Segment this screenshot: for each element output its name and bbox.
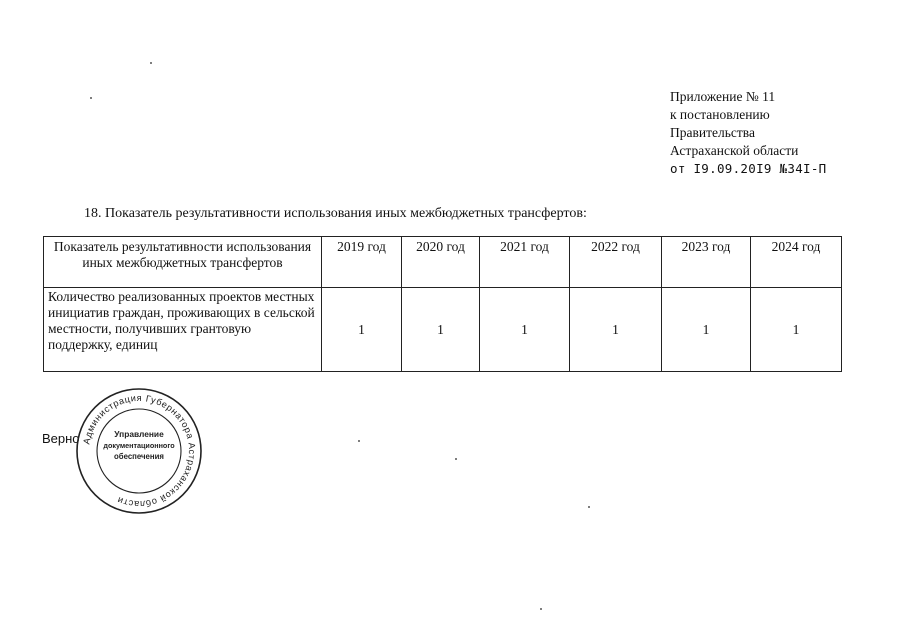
header-indicator: Показатель результативности использования иных межбюджетных трансфертов	[44, 237, 322, 288]
scan-speck	[90, 97, 92, 99]
stamp-center-line-2: документационного	[103, 441, 175, 450]
stamp-inner-ring	[97, 409, 181, 493]
section-heading: 18. Показатель результативности использования иных межбюджетных трансфертов:	[84, 206, 587, 221]
scan-speck	[358, 440, 360, 442]
certification-label: Верно	[42, 431, 80, 446]
stamp-center-line-3: обеспечения	[114, 452, 164, 461]
stamp-ring-text: Администрация Губернатора Астраханской области	[81, 392, 198, 510]
scan-speck	[588, 506, 590, 508]
scan-speck	[150, 62, 152, 64]
header-year: 2022 год	[570, 237, 662, 288]
stamp-outer-ring	[77, 389, 201, 513]
header-year: 2020 год	[402, 237, 480, 288]
value-cell: 1	[322, 288, 402, 372]
value-cell: 1	[402, 288, 480, 372]
value-cell: 1	[662, 288, 751, 372]
official-stamp	[75, 387, 203, 515]
header-year: 2023 год	[662, 237, 751, 288]
indicator-table	[43, 236, 842, 372]
appendix-date-number: от I9.09.20I9 №34I-П	[670, 161, 827, 176]
appendix-line-region: Астраханской области	[670, 143, 799, 158]
header-year: 2019 год	[322, 237, 402, 288]
value-cell: 1	[751, 288, 842, 372]
table-row	[44, 288, 842, 372]
scan-speck	[455, 458, 457, 460]
indicator-name-cell: Количество реализованных проектов местных инициатив граждан, проживающих в сельской местности, получивших грантовую поддержку, единиц	[44, 288, 322, 372]
value-cell: 1	[480, 288, 570, 372]
appendix-line-government: Правительства	[670, 125, 755, 140]
value-cell: 1	[570, 288, 662, 372]
table-header-row	[44, 237, 842, 288]
scan-speck	[540, 608, 542, 610]
stamp-center-line-1: Управление	[114, 429, 164, 439]
appendix-line-resolution: к постановлению	[670, 107, 770, 122]
appendix-title: Приложение № 11	[670, 89, 776, 104]
header-year: 2021 год	[480, 237, 570, 288]
appendix-block	[670, 88, 827, 178]
header-year: 2024 год	[751, 237, 842, 288]
